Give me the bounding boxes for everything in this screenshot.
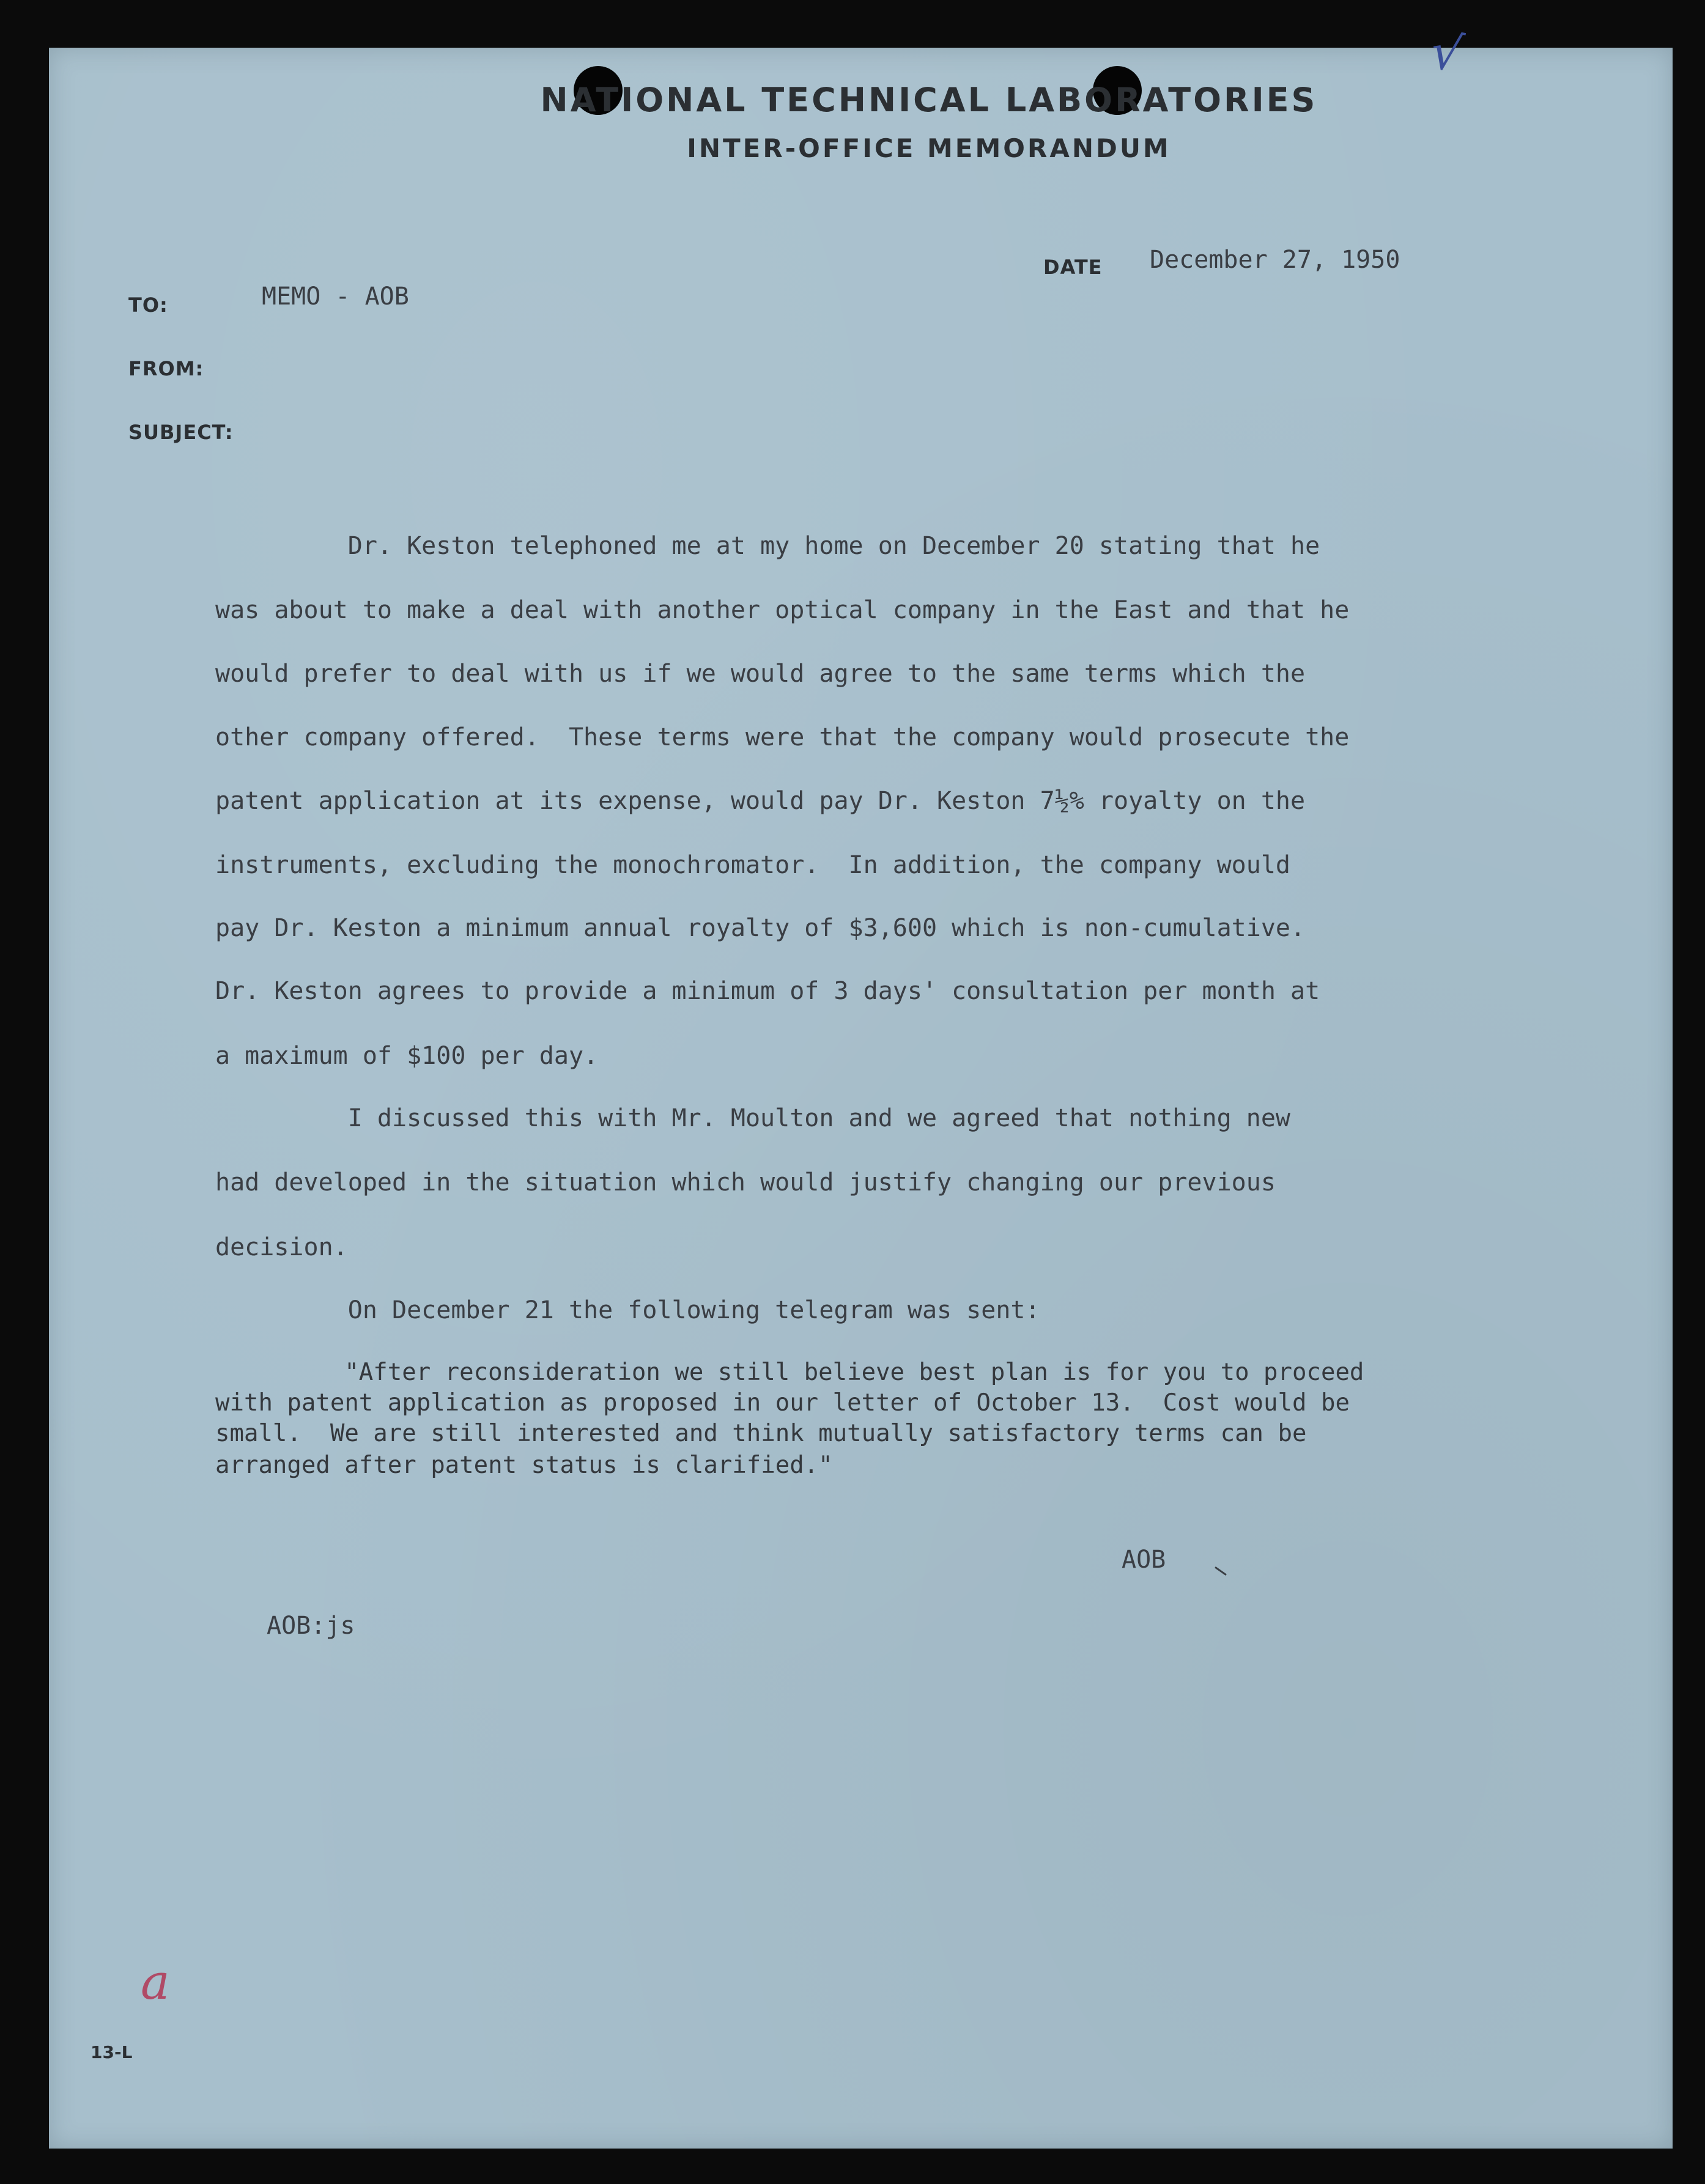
date-value: December 27, 1950	[1150, 246, 1400, 274]
date-label: DATE	[1043, 256, 1103, 279]
reference-initials: AOB:js	[267, 1612, 355, 1640]
body-line: On December 21 the following telegram was sent:	[215, 1296, 1040, 1324]
body-line: Dr. Keston telephoned me at my home on December 20 stating that he	[215, 532, 1320, 560]
signature: AOB	[1122, 1546, 1166, 1574]
handwritten-check-mark: √	[1426, 22, 1467, 84]
handwritten-letter-a: a	[141, 1953, 170, 2010]
body-line: I discussed this with Mr. Moulton and we agreed that nothing new	[215, 1104, 1290, 1132]
body-line: would prefer to deal with us if we would agree to the same terms which the	[215, 660, 1306, 688]
body-line: Dr. Keston agrees to provide a minimum of 3 days' consultation per month at	[215, 977, 1320, 1005]
from-label: FROM:	[128, 357, 204, 380]
memo-page	[49, 48, 1673, 2149]
body-line: had developed in the situation which would justify changing our previous	[215, 1168, 1276, 1197]
body-line: a maximum of $100 per day.	[215, 1042, 599, 1070]
telegram-line: arranged after patent status is clarified."	[215, 1452, 833, 1479]
to-label: TO:	[128, 293, 168, 317]
body-line: was about to make a deal with another optical company in the East and that he	[215, 596, 1350, 624]
to-value: MEMO - AOB	[262, 282, 409, 311]
body-line: decision.	[215, 1233, 348, 1261]
letterhead-subtitle: INTER-OFFICE MEMORANDUM	[687, 133, 1171, 163]
body-line: other company offered. These terms were that the company would prosecute the	[215, 723, 1350, 751]
telegram-line: small. We are still interested and think mutually satisfactory terms can be	[215, 1420, 1307, 1447]
telegram-line: with patent application as proposed in our letter of October 13. Cost would be	[215, 1389, 1350, 1417]
body-line: pay Dr. Keston a minimum annual royalty of $3,600 which is non-cumulative.	[215, 914, 1306, 942]
telegram-line: "After reconsideration we still believe best plan is for you to proceed	[215, 1359, 1364, 1386]
form-number: 13-L	[91, 2042, 133, 2062]
body-line: patent application at its expense, would pay Dr. Keston 7½% royalty on the	[215, 787, 1306, 815]
body-line: instruments, excluding the monochromator. In addition, the company would	[215, 851, 1290, 879]
letterhead-title: NATIONAL TECHNICAL LABORATORIES	[540, 81, 1318, 119]
subject-label: SUBJECT:	[128, 421, 234, 444]
